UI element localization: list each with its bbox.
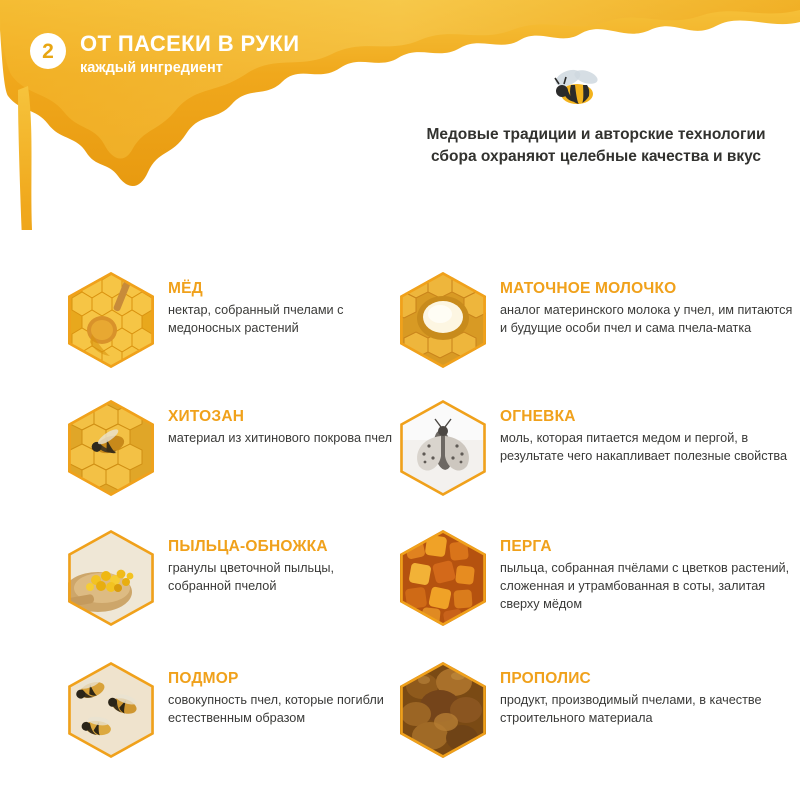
item-title: МЁД — [168, 280, 203, 297]
item-title: ПЕРГА — [500, 538, 552, 555]
item-title: ПЫЛЬЦА-ОБНОЖКА — [168, 538, 328, 555]
section-number-badge: 2 — [30, 33, 66, 69]
intro-text: Медовые традиции и авторские технологии сбора охраняют целебные качества и вкус — [426, 126, 766, 165]
item-description: моль, которая питается медом и пергой, в результате чего накапливает полезные свойства — [500, 430, 788, 463]
item-title: ПРОПОЛИС — [500, 670, 591, 687]
item-title: ХИТОЗАН — [168, 408, 245, 425]
propolis-lumps-photo — [400, 662, 486, 758]
page-subtitle: каждый ингредиент — [80, 60, 223, 76]
royal-jelly-photo — [400, 272, 486, 368]
page-title: ОТ ПАСЕКИ В РУКИ — [80, 31, 300, 56]
wax-moth-photo — [400, 400, 486, 496]
item-description: нектар, собранный пчелами с медоносных растений — [168, 302, 344, 335]
item-title: ОГНЕВКА — [500, 408, 576, 425]
item-description: аналог материнского молока у пчел, им питаются и будущие особи пчел и сама пчела-матка — [500, 302, 793, 335]
honeycomb-dipper-photo — [68, 272, 154, 368]
item-description: пыльца, собранная пчёлами с цветков растений, сложенная и утрамбованная в соты, залитая сверху мёдом — [500, 560, 790, 612]
item-description: продукт, производимый пчелами, в качестве строительного материала — [500, 692, 762, 725]
item-description: гранулы цветочной пыльцы, собранной пчелой — [168, 560, 335, 593]
bee-icon — [550, 68, 606, 110]
dead-bees-photo — [68, 662, 154, 758]
item-title: МАТОЧНОЕ МОЛОЧКО — [500, 280, 677, 297]
bee-bread-photo — [400, 530, 486, 626]
bee-on-comb-photo — [68, 400, 154, 496]
item-description: материал из хитинового покрова пчел — [168, 430, 393, 445]
pollen-granules-photo — [68, 530, 154, 626]
item-description: совокупность пчел, которые погибли естественным образом — [168, 692, 384, 725]
item-title: ПОДМОР — [168, 670, 239, 687]
